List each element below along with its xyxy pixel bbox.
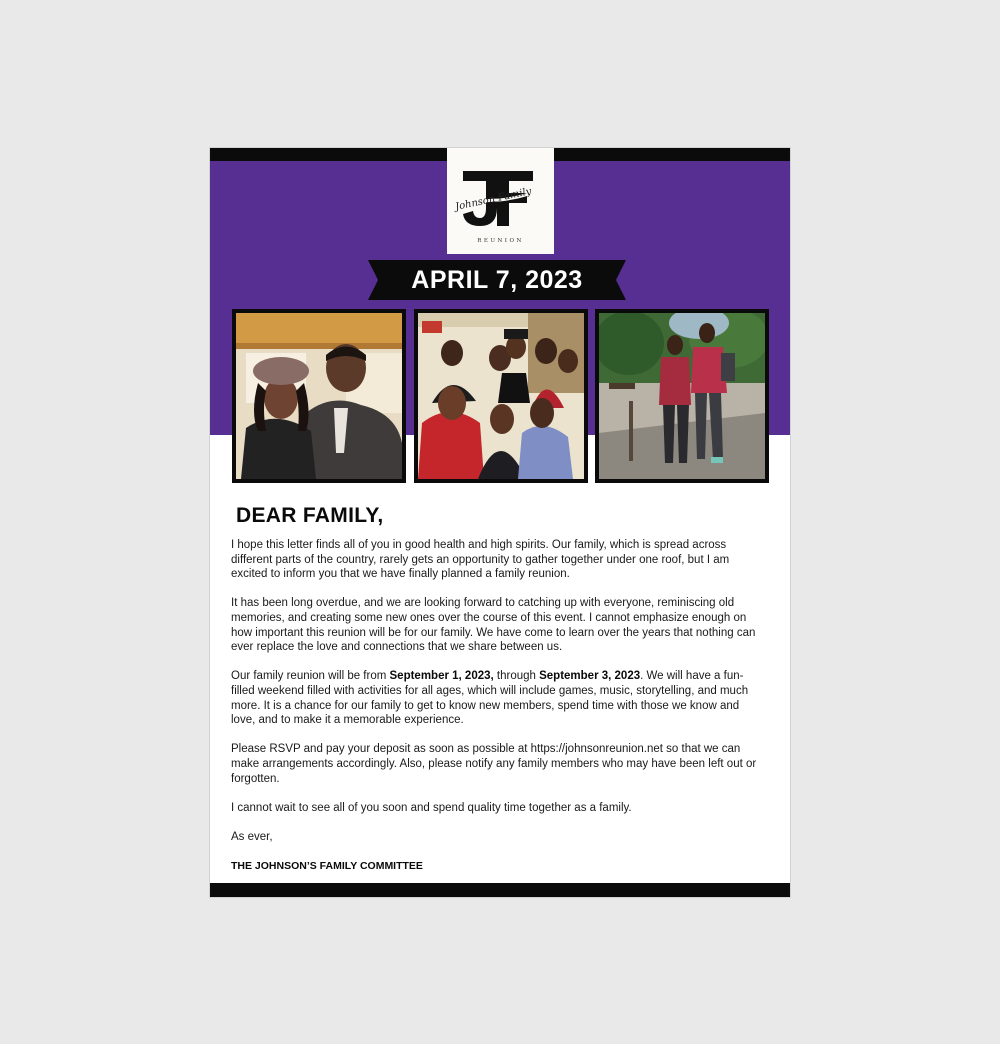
date-banner [368,260,626,300]
letter-body [231,538,761,888]
letter-paragraph-2: It has been long overdue, and we are looking forward to catching up with everyone, reminiscing old memories, and creating some new ones over the course of this event. I cannot emphasize enough on how important this reunion will be for our family. We have come to learn over the years that nothing can ever replace the love and connections that we share between us. [231,597,756,654]
photo-family-group [414,309,588,483]
letter-paragraph-1: I hope this letter finds all of you in good health and high spirits. Our family, which is spread across different parts of the country, rarely gets an opportunity to gather together under one roof, but I am excited to inform you that we have finally planned a family reunion. [231,539,730,581]
monogram-logo-icon [447,148,554,254]
p3-mid: through [493,670,540,683]
event-date: APRIL 7, 2023 [411,266,583,294]
committee-signature: THE JOHNSON’S FAMILY COMMITTEE [231,860,423,873]
reunion-start-date: September 1, 2023, [389,670,494,683]
bottom-black-bar [210,883,790,897]
p3-start: Our family reunion will be from [231,670,390,683]
family-reunion-logo [447,148,554,254]
reunion-letter-page [210,148,790,897]
signoff: As ever, [231,830,273,843]
logo-script-text: Johnson Family [454,186,533,213]
reunion-end-date: September 3, 2023 [539,670,641,683]
letter-heading: DEAR FAMILY, [236,504,384,527]
letter-paragraph-5: I cannot wait to see all of you soon and spend quality time together as a family. [231,801,632,814]
p3-end: . We will have a fun-filled weekend filled with activities for all ages, which will include games, music, storytelling, and much more. It is a chance for our family to get to know new members, spend time with those we know and love, and to make it a memorable experience. [231,670,749,727]
letter-paragraph-3 [231,669,761,727]
photo-couple [232,309,406,483]
logo-subtitle: REUNION [477,238,524,244]
photo-outdoor-pair [595,309,769,483]
letter-paragraph-4: Please RSVP and pay your deposit as soon as possible at https://johnsonreunion.net so that we can make arrangements accordingly. Also, please notify any family members who may have been left out or forgotten. [231,743,757,785]
